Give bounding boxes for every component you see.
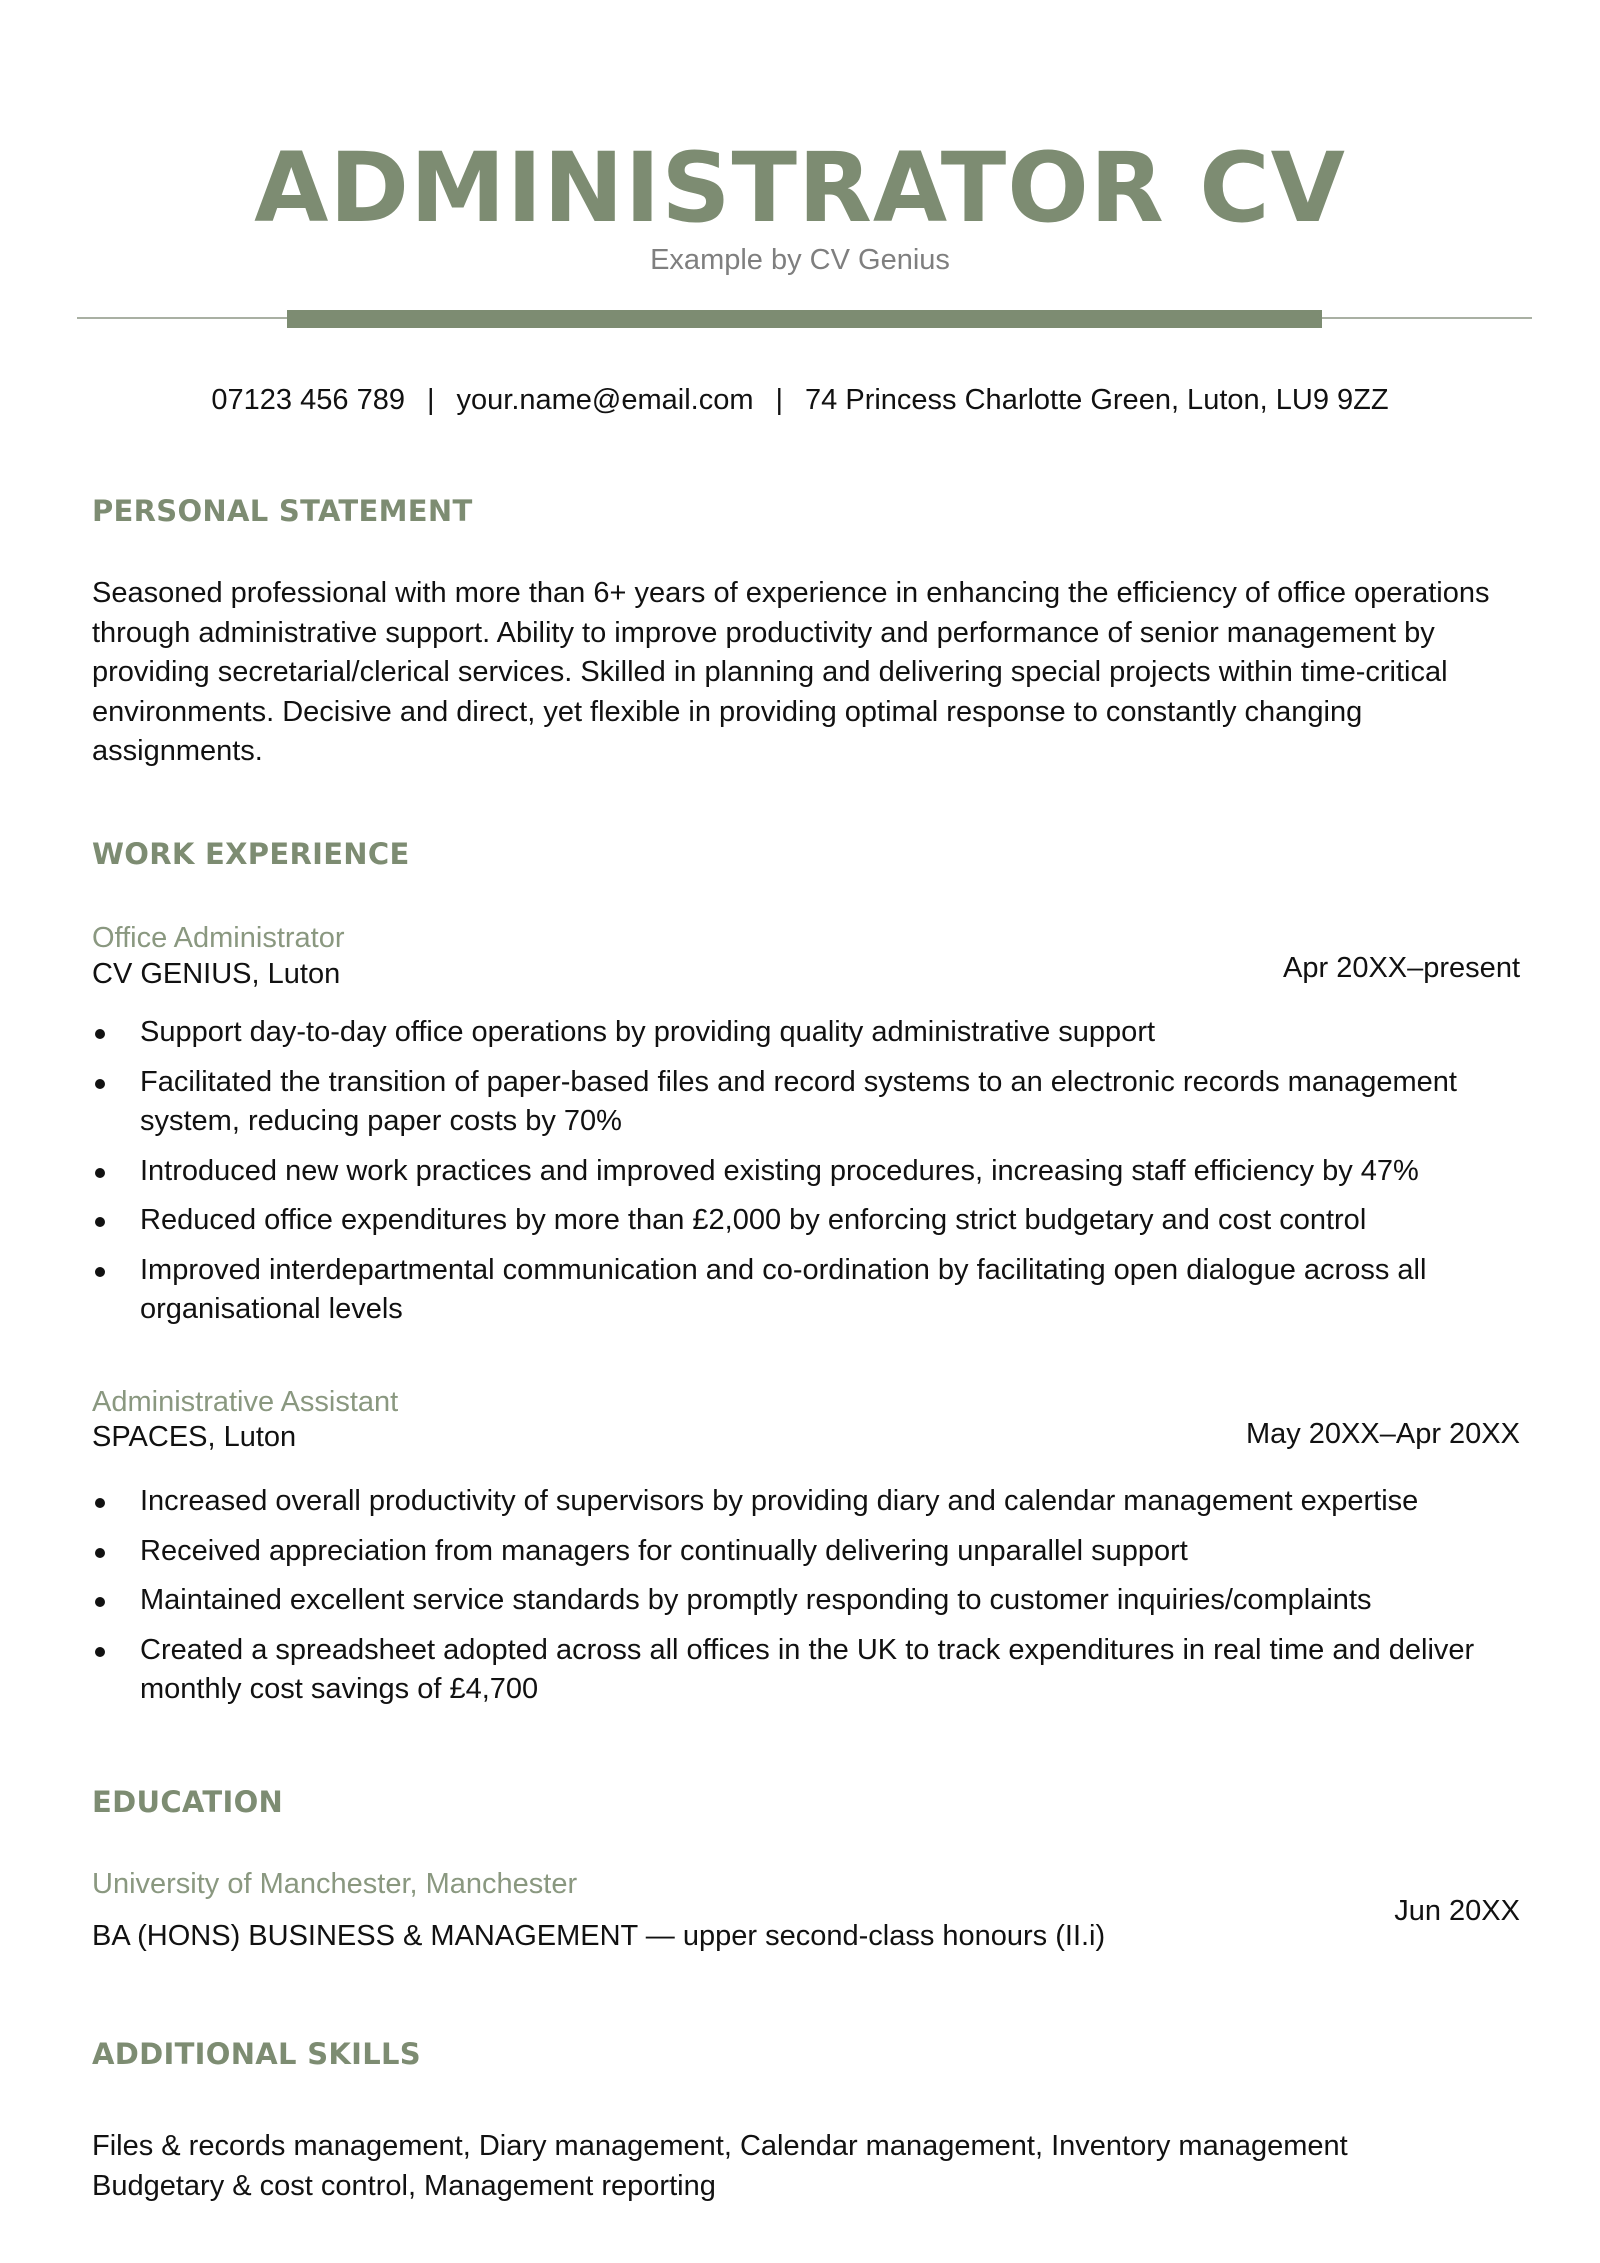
contact-address: 74 Princess Charlotte Green, Luton, LU9 9ZZ xyxy=(805,384,1389,416)
education-dates: Jun 20XX xyxy=(1394,1895,1520,1927)
list-item: Facilitated the transition of paper-based files and record systems to an electronic records management system, reducing paper costs by 70% xyxy=(92,1063,1532,1142)
job-title: Administrative Assistant xyxy=(92,1386,399,1418)
list-item: Received appreciation from managers for continually delivering unparallel support xyxy=(92,1532,1532,1572)
list-item: Created a spreadsheet adopted across all offices in the UK to track expenditures in real time and deliver monthly cost savings of £4,700 xyxy=(92,1631,1532,1710)
section-heading-personal-statement: PERSONAL STATEMENT xyxy=(92,494,473,528)
list-item: Introduced new work practices and improved existing procedures, increasing staff efficiency by 47% xyxy=(92,1152,1532,1192)
job-dates: Apr 20XX–present xyxy=(1283,952,1520,984)
list-item: Reduced office expenditures by more than £2,000 by enforcing strict budgetary and cost control xyxy=(92,1201,1532,1241)
personal-statement-text: Seasoned professional with more than 6+ years of experience in enhancing the efficiency of office operations through administrative support. Ability to improve productivity and performance of senior management by providing secretarial/clerical services. Skilled in planning and delivering special projects within time-critical environments. Decisive and direct, yet flexible in providing optimal response to constantly changing assignments. xyxy=(92,577,1490,767)
contact-email: your.name@email.com xyxy=(456,384,754,416)
contact-phone: 07123 456 789 xyxy=(211,384,405,416)
list-item: Improved interdepartmental communication and co-ordination by facilitating open dialogue across all organisational levels xyxy=(92,1251,1532,1330)
list-item: Maintained excellent service standards by promptly responding to customer inquiries/complaints xyxy=(92,1581,1532,1621)
skills-line: Files & records management, Diary management, Calendar management, Inventory management xyxy=(92,2130,1348,2162)
job-company: SPACES, Luton xyxy=(92,1421,297,1453)
cv-title: ADMINISTRATOR CV xyxy=(254,132,1346,244)
education-institution: University of Manchester, Manchester xyxy=(92,1868,578,1900)
job-bullets xyxy=(92,1482,1532,1720)
job-bullets xyxy=(92,1013,1532,1340)
skills-line: Budgetary & cost control, Management reporting xyxy=(92,2170,716,2202)
list-item: Increased overall productivity of supervisors by providing diary and calendar management expertise xyxy=(92,1482,1532,1522)
contact-separator: | xyxy=(775,384,784,416)
section-heading-education: EDUCATION xyxy=(92,1785,284,1819)
list-item: Support day-to-day office operations by providing quality administrative support xyxy=(92,1013,1532,1053)
header-divider-bar xyxy=(287,310,1322,328)
cv-subtitle: Example by CV Genius xyxy=(650,244,950,276)
job-dates: May 20XX–Apr 20XX xyxy=(1245,1418,1520,1450)
section-heading-work-experience: WORK EXPERIENCE xyxy=(92,837,410,871)
contact-separator: | xyxy=(426,384,435,416)
job-company: CV GENIUS, Luton xyxy=(92,958,341,990)
job-title: Office Administrator xyxy=(92,922,345,954)
education-degree: BA (HONS) BUSINESS & MANAGEMENT — upper second-class honours (II.i) xyxy=(92,1920,1106,1952)
contact-line xyxy=(0,382,1600,418)
section-heading-additional-skills: ADDITIONAL SKILLS xyxy=(92,2037,421,2071)
